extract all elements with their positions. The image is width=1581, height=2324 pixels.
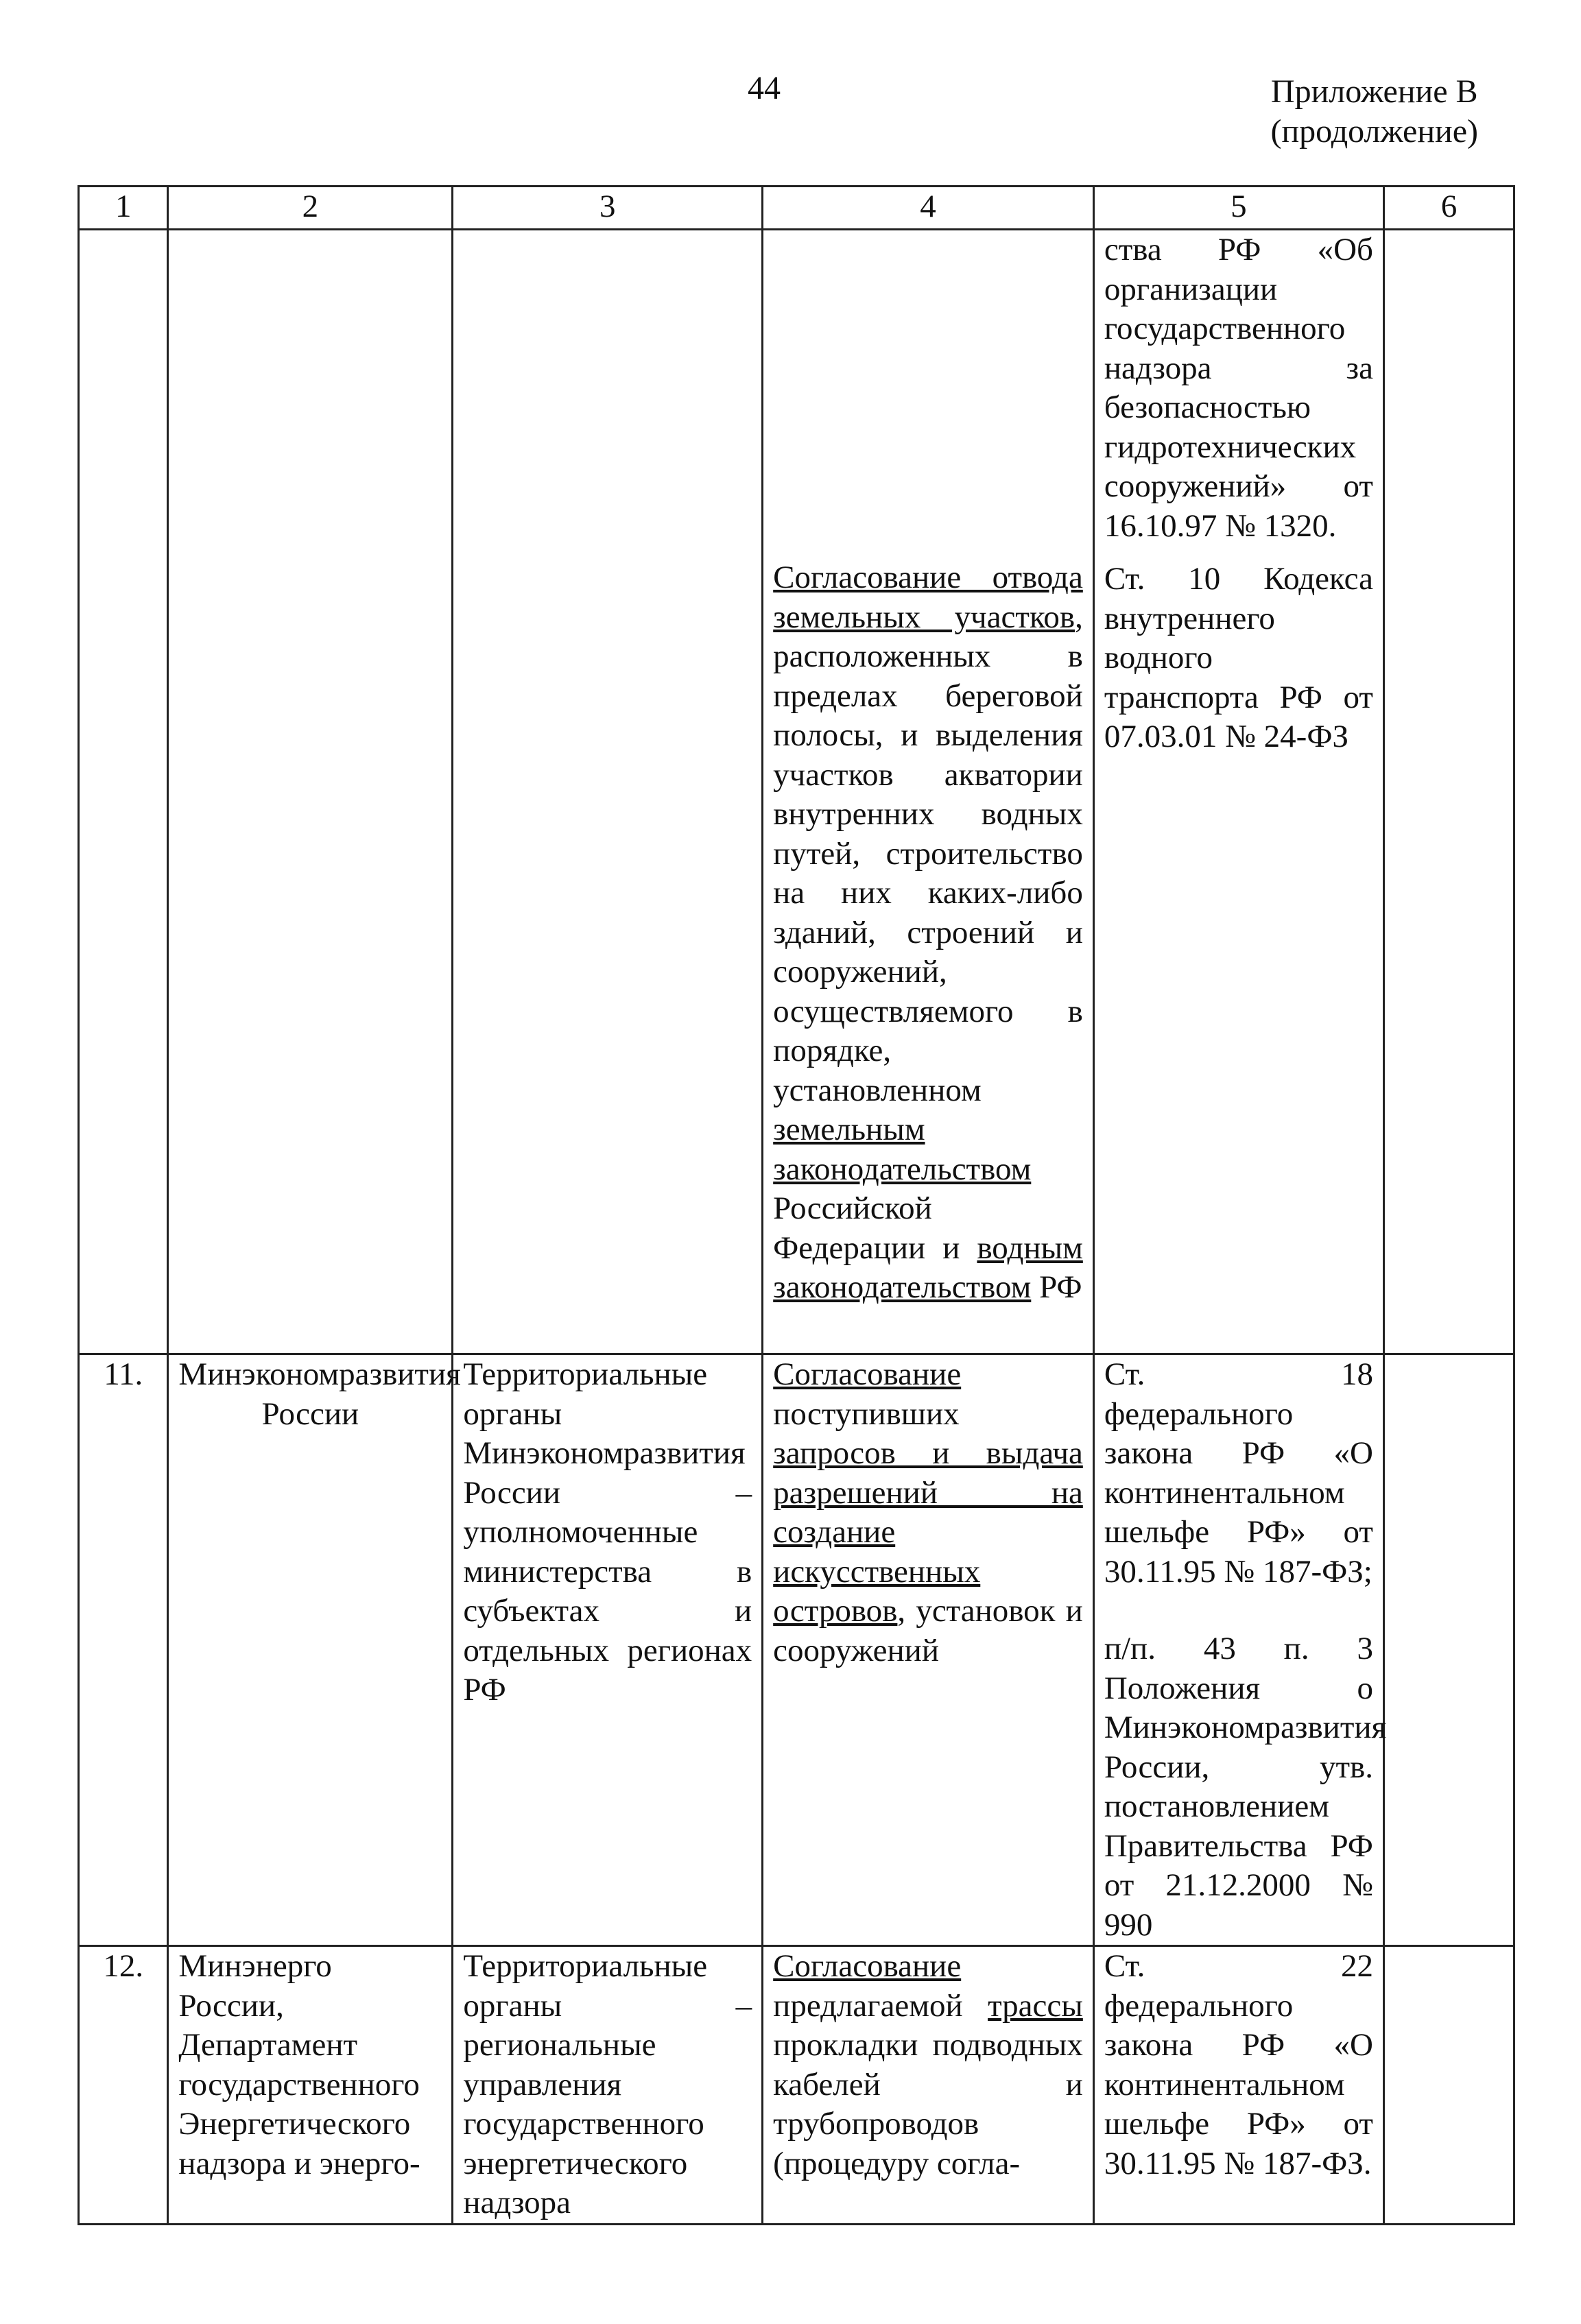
appendix-title: Приложение В xyxy=(1270,73,1478,110)
function-underlined-text: запросов и выдача разрешений на создание искусственных островов xyxy=(773,1435,1083,1629)
cell-agency: Минэкономразвития России xyxy=(168,1354,453,1946)
column-header: 6 xyxy=(1383,187,1514,230)
function-plain-text: прокладки подводных кабелей и трубопроводов (процедуру согла- xyxy=(773,2027,1083,2181)
cell-legal-basis xyxy=(1093,230,1383,1354)
cell-territorial-bodies xyxy=(453,230,763,1354)
appendix-continuation: (продолжение) xyxy=(1270,113,1478,149)
page-number: 44 xyxy=(748,70,781,106)
cell-notes xyxy=(1383,230,1514,1354)
appendix-label xyxy=(1270,72,1478,152)
legal-basis-text: п/п. 43 п. 3 Положения о Минэкономразвития России, утв. постановлением Правительства РФ от 21.12.2000 № 990 xyxy=(1104,1631,1387,1943)
column-header: 1 xyxy=(79,187,168,230)
function-underlined-text: трассы xyxy=(988,1987,1083,2024)
legal-basis-text: Ст. 10 Кодекса внутреннего водного транспорта РФ от 07.03.01 № 24-ФЗ xyxy=(1104,561,1373,754)
table-row xyxy=(79,1946,1514,2225)
cell-territorial-bodies: Территориальные органы Минэкономразвития России – уполномоченные министерства в субъектах и отдельных регионах РФ xyxy=(453,1354,763,1946)
legal-basis-text: ства РФ «Об организации государственного надзора за безопасностью гидротехнических сооружений» от 16.10.97 № 1320. xyxy=(1104,232,1373,544)
cell-territorial-bodies: Территориальные органы – региональные управления государственного энергетического надзора xyxy=(453,1946,763,2225)
function-plain-text: РФ xyxy=(1031,1269,1082,1305)
function-underlined-text: земельным законодательством xyxy=(773,1112,1032,1187)
table-row-continuation xyxy=(79,230,1514,1354)
column-number-row xyxy=(79,187,1514,230)
column-header: 5 xyxy=(1093,187,1383,230)
cell-function xyxy=(763,1946,1094,2225)
column-header: 4 xyxy=(763,187,1094,230)
function-plain-text: поступивших xyxy=(773,1395,960,1432)
column-header: 3 xyxy=(453,187,763,230)
legal-basis-text: Ст. 18 федерального закона РФ «О континентальном шельфе РФ» от 30.11.95 № 187-ФЗ; xyxy=(1104,1356,1373,1590)
function-underlined-text: Согласование xyxy=(773,1356,962,1392)
function-plain-text: , установок и сооружений xyxy=(773,1593,1083,1668)
cell-number xyxy=(79,230,168,1354)
cell-number: 11. xyxy=(79,1354,168,1946)
cell-number: 12. xyxy=(79,1946,168,2225)
function-underlined-text: Согласование отвода земельных участков xyxy=(773,560,1083,635)
regulation-table xyxy=(78,185,1515,2225)
function-underlined-text: водным законодательством xyxy=(773,1230,1083,1305)
cell-notes xyxy=(1383,1354,1514,1946)
cell-notes xyxy=(1383,1946,1514,2225)
column-header: 2 xyxy=(168,187,453,230)
function-plain-text: предлагаемой xyxy=(773,1987,988,2024)
cell-agency xyxy=(168,230,453,1354)
cell-function xyxy=(763,230,1094,1354)
function-plain-text: Российской Федерации и xyxy=(773,1190,977,1266)
function-plain-text: , расположенных в пределах береговой полосы, и выделения участков акватории внутренних водных путей, строительство на них каких-либо зданий, строений и сооружений, осуществляемого в порядке, установленном xyxy=(773,599,1083,1108)
cell-function xyxy=(763,1354,1094,1946)
cell-legal-basis xyxy=(1093,1354,1387,1946)
function-text xyxy=(773,558,1083,1308)
cell-agency: Минэнерго России, Департамент государственного Энергетического надзора и энерго- xyxy=(168,1946,453,2225)
table-row xyxy=(79,1354,1514,1946)
function-underlined-text: Согласование xyxy=(773,1948,962,1984)
cell-legal-basis: Ст. 22 федерального закона РФ «О континентальном шельфе РФ» от 30.11.95 № 187-ФЗ. xyxy=(1093,1946,1383,2225)
